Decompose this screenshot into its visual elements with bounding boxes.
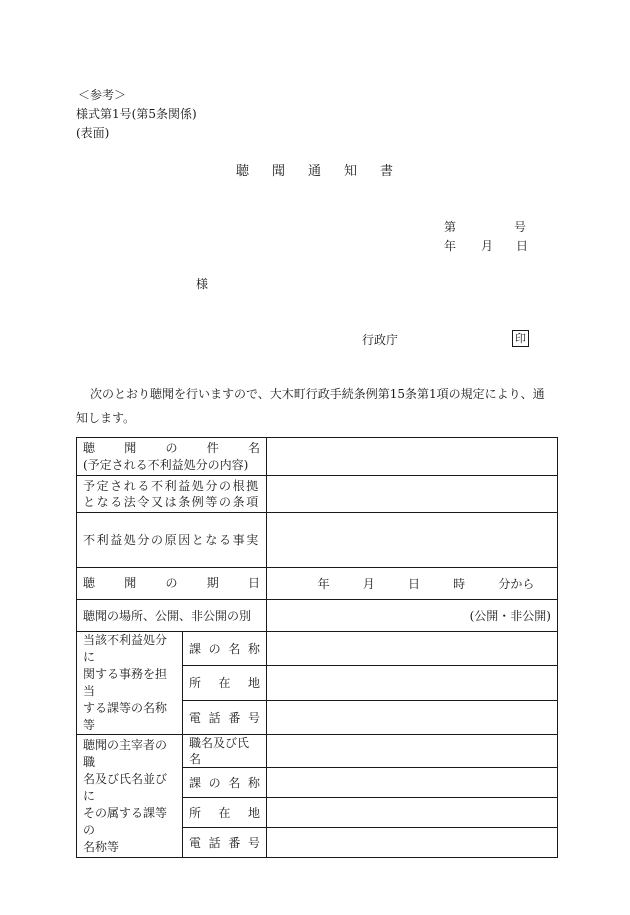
date-value[interactable] xyxy=(267,568,558,600)
case-name-label xyxy=(83,440,260,457)
location-value[interactable] xyxy=(267,798,558,828)
label-char: 称 xyxy=(247,776,260,790)
date-part-day: 日 xyxy=(407,577,420,591)
location-label xyxy=(189,674,260,691)
date-label xyxy=(83,575,260,592)
label-char: 所 xyxy=(189,806,202,820)
form-number: 様式第1号(第5条関係) xyxy=(76,107,197,121)
legal-basis-value[interactable] xyxy=(267,476,558,513)
responsible-dept-line: する課等の名称等 xyxy=(83,701,168,732)
table-row xyxy=(77,632,558,666)
date-part-hour: 時 xyxy=(453,577,466,591)
surface-label: (表面) xyxy=(76,126,110,140)
page-title: 聴聞通知書 xyxy=(236,164,417,179)
legal-basis-line2: となる法令又は条例等の条項 xyxy=(83,495,260,509)
label-char: 話 xyxy=(208,710,221,725)
label-char: 号 xyxy=(247,710,260,725)
label-char: 名 xyxy=(228,776,241,790)
case-name-char: 名 xyxy=(247,441,260,455)
place-label: 聴聞の場所、公開、非公開の別 xyxy=(83,608,252,623)
date-part-minute: 分から xyxy=(498,577,535,591)
presider-line: 名及び氏名並びに xyxy=(83,771,168,803)
legal-basis-line1: 予定される不利益処分の根拠 xyxy=(83,479,260,493)
label-char: 地 xyxy=(247,806,260,820)
phone-label xyxy=(189,834,260,851)
presider-line: 名称等 xyxy=(83,839,120,854)
phone-label-cell xyxy=(183,828,267,858)
label-char: 在 xyxy=(218,806,231,820)
cause-facts-value[interactable] xyxy=(267,513,558,568)
phone-label xyxy=(189,709,260,726)
case-name-label-cell xyxy=(77,438,267,476)
date-label-char: 聴 xyxy=(83,576,96,590)
label-char: 電 xyxy=(189,836,202,850)
dept-name-value[interactable] xyxy=(267,768,558,798)
position-name-value[interactable] xyxy=(267,735,558,768)
label-char: の xyxy=(208,776,221,790)
label-char: 番 xyxy=(228,836,241,850)
phone-value[interactable] xyxy=(267,828,558,858)
case-name-value[interactable] xyxy=(267,438,558,476)
intro-text: 次のとおり聴聞を行いますので、大木町行政手続条例第15条第1項の規定により、通知します。 xyxy=(76,387,545,425)
location-label xyxy=(189,804,260,821)
position-name-label-cell xyxy=(183,735,267,768)
date-part-month: 月 xyxy=(362,577,375,591)
table-row xyxy=(77,513,558,568)
addressee-honorific: 様 xyxy=(196,277,209,291)
dept-name-label xyxy=(189,774,260,791)
notice-table xyxy=(76,437,558,858)
presider-label-cell xyxy=(77,735,183,858)
date-label-char: の xyxy=(165,576,178,590)
label-char: 話 xyxy=(208,836,221,850)
cause-facts-label: 不利益処分の原因となる事実 xyxy=(83,533,260,547)
date-year: 年 xyxy=(444,239,457,253)
table-row xyxy=(77,568,558,600)
issuer-label: 行政庁 xyxy=(362,333,399,347)
dept-name-label-cell xyxy=(183,768,267,798)
responsible-dept-line: 当該不利益処分に xyxy=(83,633,168,664)
label-char: 在 xyxy=(218,676,231,691)
table-row xyxy=(77,438,558,476)
table-row xyxy=(77,600,558,632)
public-option: (公開・非公開) xyxy=(469,609,551,623)
label-char: 号 xyxy=(247,836,260,850)
phone-value[interactable] xyxy=(267,700,558,734)
label-char: 地 xyxy=(247,676,260,691)
date-month: 月 xyxy=(481,239,494,253)
date-label-char: 日 xyxy=(247,576,260,590)
date-day: 日 xyxy=(516,239,529,253)
label-char: 所 xyxy=(189,676,202,691)
label-char: 課 xyxy=(189,776,202,790)
dept-name-value[interactable] xyxy=(267,632,558,666)
dept-name-label xyxy=(189,640,260,657)
label-char: 電 xyxy=(189,710,202,725)
label-char: 番 xyxy=(228,710,241,725)
doc-number-prefix: 第 xyxy=(444,220,457,234)
dept-name-label-cell xyxy=(183,632,267,666)
case-name-char: 聴 xyxy=(83,441,96,455)
label-char: 名 xyxy=(228,642,241,657)
date-fields xyxy=(273,575,551,592)
label-char: 称 xyxy=(247,642,260,657)
date-label-char: 期 xyxy=(206,576,219,590)
table-row xyxy=(77,476,558,513)
place-value[interactable] xyxy=(267,600,558,632)
location-value[interactable] xyxy=(267,666,558,700)
phone-label-cell xyxy=(183,700,267,734)
case-name-sub: (予定される不利益処分の内容) xyxy=(83,458,249,472)
legal-basis-label-cell xyxy=(77,476,267,513)
responsible-dept-label-cell xyxy=(77,632,183,735)
place-label-cell xyxy=(77,600,267,632)
doc-number-suffix: 号 xyxy=(514,220,527,234)
label-char: 課 xyxy=(189,642,202,657)
label-char: の xyxy=(208,642,221,657)
case-name-char: 聞 xyxy=(124,441,137,455)
location-label-cell xyxy=(183,666,267,700)
table-row xyxy=(77,735,558,768)
presider-line: その属する課等の xyxy=(83,805,168,837)
date-part-year: 年 xyxy=(317,577,330,591)
responsible-dept-line: 関する事務を担当 xyxy=(83,667,168,698)
case-name-char: の xyxy=(165,441,178,455)
date-label-char: 聞 xyxy=(124,576,137,590)
cause-facts-label-cell xyxy=(77,513,267,568)
seal-mark: 印 xyxy=(512,330,529,347)
case-name-char: 件 xyxy=(206,441,219,455)
presider-line: 聴聞の主宰者の職 xyxy=(83,737,168,769)
location-label-cell xyxy=(183,798,267,828)
date-label-cell xyxy=(77,568,267,600)
reference-label: ＜参考＞ xyxy=(78,88,127,102)
position-name-label: 職名及び氏名 xyxy=(189,736,250,766)
